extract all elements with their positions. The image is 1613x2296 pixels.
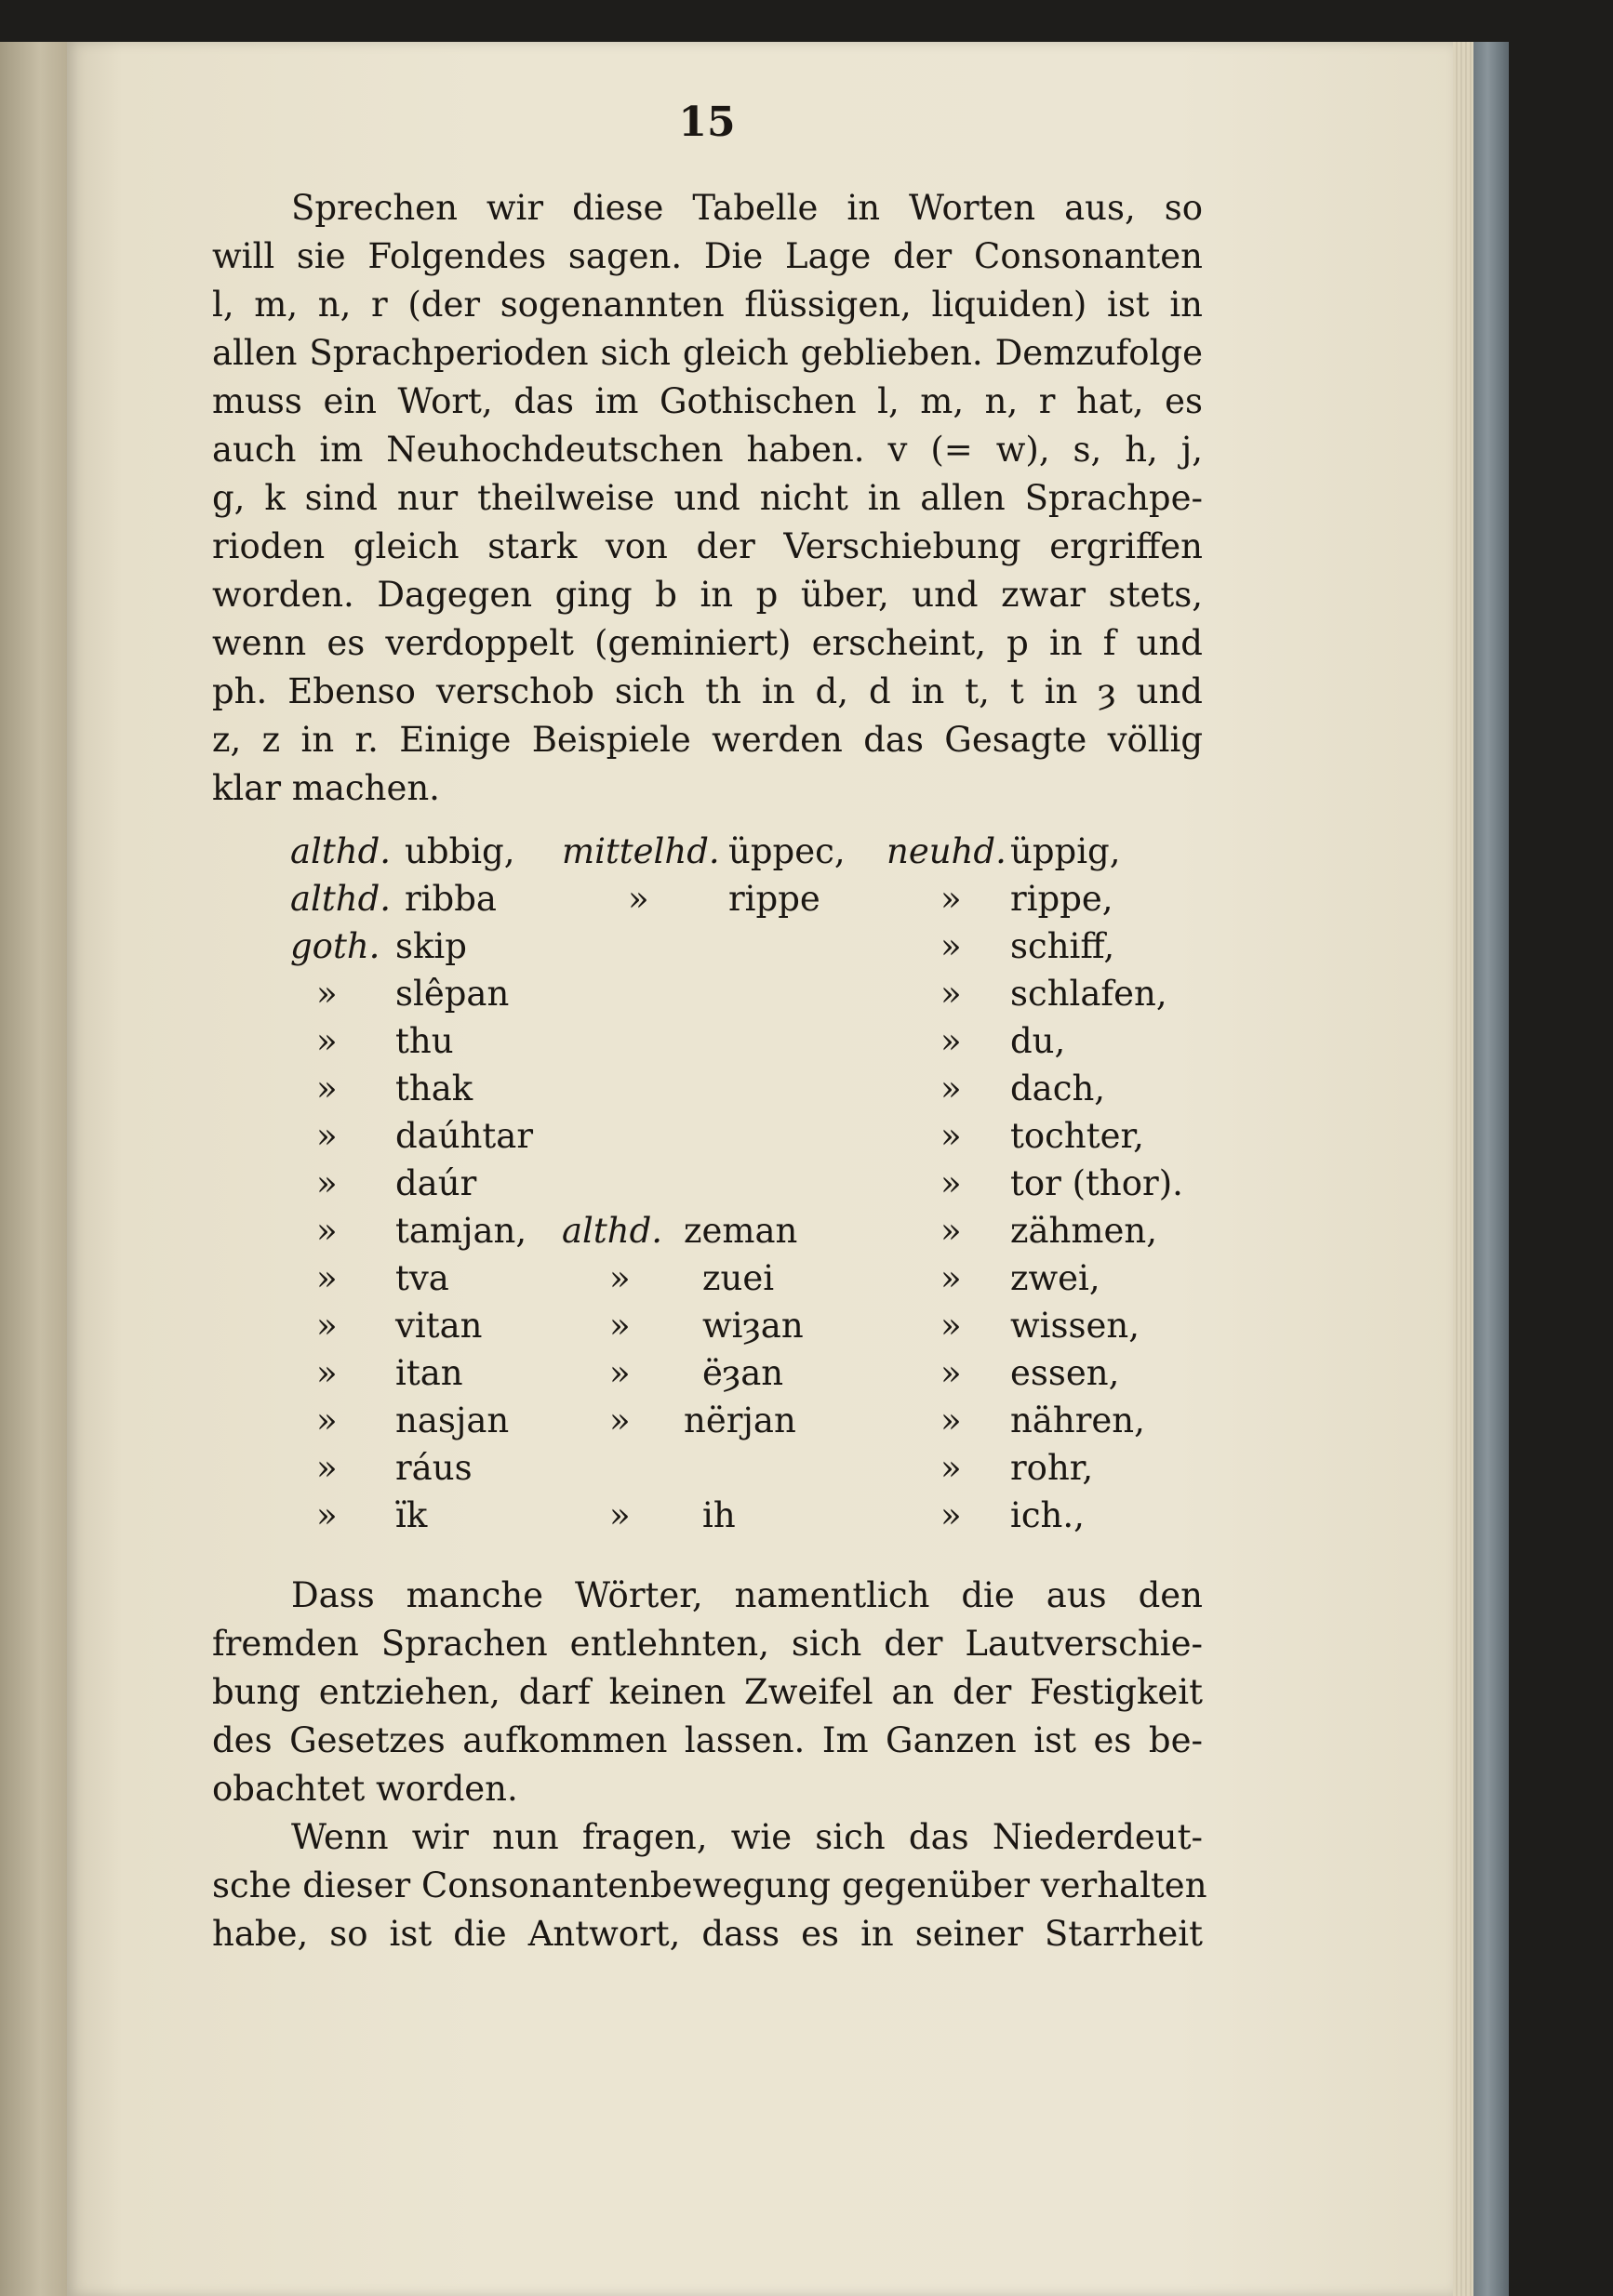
- ditto-mark-1: »: [316, 1258, 338, 1298]
- word-1: thak: [395, 1068, 473, 1108]
- ditto-mark-1: »: [316, 1116, 338, 1156]
- word-2: nërjan: [684, 1400, 796, 1440]
- word-3: tochter,: [1010, 1116, 1144, 1156]
- text-line: rioden gleich stark von der Verschiebung ergriffen: [212, 526, 1203, 566]
- ditto-mark-2: »: [609, 1258, 631, 1298]
- text-line: z, z in r. Einige Beispiele werden das Gesagte völlig: [212, 720, 1203, 760]
- word-2: zuei: [702, 1258, 775, 1298]
- text-line: muss ein Wort, das im Gothischen l, m, n, r hat, es: [212, 381, 1203, 421]
- table-row: [212, 1021, 1217, 1068]
- word-3: rohr,: [1010, 1448, 1094, 1488]
- text-line: g, k sind nur theilweise und nicht in allen Sprachpe-: [212, 478, 1203, 518]
- word-3: üppig,: [1010, 831, 1121, 871]
- ditto-mark-1: »: [316, 1068, 338, 1108]
- word-1: tva: [395, 1258, 449, 1298]
- text-line: allen Sprachperioden sich gleich geblieben. Demzufolge: [212, 333, 1203, 373]
- table-row: [212, 1258, 1217, 1305]
- text-line: l, m, n, r (der sogenannten flüssigen, liquiden) ist in: [212, 285, 1203, 325]
- paragraph-2: [212, 1572, 1203, 1813]
- ditto-mark-1: »: [316, 1353, 338, 1393]
- ditto-mark-1: »: [316, 1400, 338, 1440]
- ditto-mark-2: »: [628, 879, 649, 919]
- word-2: üppec,: [728, 831, 846, 871]
- page-number: 15: [678, 99, 736, 146]
- ditto-mark-3: »: [940, 879, 962, 919]
- ditto-mark-1: »: [316, 1163, 338, 1203]
- table-row: [212, 879, 1217, 925]
- ditto-mark-3: »: [940, 1211, 962, 1251]
- paragraph-1: [212, 184, 1203, 813]
- table-row: [212, 1068, 1217, 1115]
- word-1: slêpan: [395, 974, 510, 1014]
- ditto-mark-3: »: [940, 926, 962, 966]
- ditto-mark-1: »: [316, 1306, 338, 1346]
- word-1: ubbig,: [405, 831, 515, 871]
- ditto-mark-3: »: [940, 1021, 962, 1061]
- ditto-mark-2: »: [609, 1306, 631, 1346]
- word-2: ih: [702, 1495, 736, 1535]
- table-row: [212, 1353, 1217, 1400]
- ditto-mark-3: »: [940, 1116, 962, 1156]
- ditto-mark-3: »: [940, 1258, 962, 1298]
- text-line: klar machen.: [212, 768, 440, 808]
- word-2: wiȝan: [702, 1306, 804, 1346]
- table-row: [212, 1306, 1217, 1352]
- text-line: habe, so ist die Antwort, dass es in seiner Starrheit: [212, 1914, 1203, 1954]
- table-row: [212, 831, 1217, 878]
- lang-label-3: neuhd.: [886, 831, 1006, 871]
- ditto-mark-3: »: [940, 974, 962, 1014]
- word-3: wissen,: [1010, 1306, 1140, 1346]
- paragraph-3: [212, 1813, 1207, 1958]
- lang-label-1: althd.: [290, 879, 392, 919]
- word-3: rippe,: [1010, 879, 1113, 919]
- word-3: essen,: [1010, 1353, 1120, 1393]
- word-2: rippe: [728, 879, 820, 919]
- text-line: wenn es verdoppelt (geminiert) erscheint, p in f und: [212, 623, 1203, 663]
- word-1: skip: [395, 926, 467, 966]
- text-line: obachtet worden.: [212, 1769, 518, 1809]
- ditto-mark-1: »: [316, 1211, 338, 1251]
- word-1: ïk: [395, 1495, 428, 1535]
- table-row: [212, 1211, 1217, 1257]
- word-1: nasjan: [395, 1400, 510, 1440]
- ditto-mark-1: »: [316, 1495, 338, 1535]
- table-row: [212, 1400, 1217, 1447]
- table-row: [212, 1495, 1217, 1542]
- text-line: will sie Folgendes sagen. Die Lage der Consonanten: [212, 236, 1203, 276]
- word-1: tamjan,: [395, 1211, 527, 1251]
- ditto-mark-1: »: [316, 1021, 338, 1061]
- text-line: auch im Neuhochdeutschen haben. v (= w), s, h, j,: [212, 430, 1203, 470]
- ditto-mark-3: »: [940, 1163, 962, 1203]
- word-3: dach,: [1010, 1068, 1106, 1108]
- lang-label-1: goth.: [290, 926, 380, 966]
- ditto-mark-1: »: [316, 1448, 338, 1488]
- lang-label-2: mittelhd.: [562, 831, 720, 871]
- word-3: nähren,: [1010, 1400, 1145, 1440]
- table-row: [212, 1163, 1217, 1210]
- lang-label-2: althd.: [562, 1211, 663, 1251]
- ditto-mark-2: »: [609, 1353, 631, 1393]
- ditto-mark-3: »: [940, 1448, 962, 1488]
- word-1: thu: [395, 1021, 454, 1061]
- word-1: vitan: [395, 1306, 483, 1346]
- text-line: Wenn wir nun fragen, wie sich das Niederdeut-: [291, 1817, 1203, 1857]
- ditto-mark-3: »: [940, 1495, 962, 1535]
- word-3: tor (thor).: [1010, 1163, 1183, 1203]
- ditto-mark-3: »: [940, 1400, 962, 1440]
- ditto-mark-2: »: [609, 1400, 631, 1440]
- word-1: ráus: [395, 1448, 473, 1488]
- word-3: ich.,: [1010, 1495, 1085, 1535]
- word-3: zwei,: [1010, 1258, 1100, 1298]
- word-2: ëȝan: [702, 1353, 784, 1393]
- text-line: des Gesetzes aufkommen lassen. Im Ganzen ist es be-: [212, 1720, 1203, 1760]
- word-1: daúr: [395, 1163, 477, 1203]
- word-1: itan: [395, 1353, 463, 1393]
- word-3: zähmen,: [1010, 1211, 1157, 1251]
- text-line: Sprechen wir diese Tabelle in Worten aus, so: [291, 188, 1203, 228]
- ditto-mark-3: »: [940, 1068, 962, 1108]
- word-3: schiff,: [1010, 926, 1115, 966]
- text-line: ph. Ebenso verschob sich th in d, d in t, t in ȝ und: [212, 671, 1203, 711]
- lang-label-1: althd.: [290, 831, 392, 871]
- word-1: ribba: [405, 879, 497, 919]
- text-line: Dass manche Wörter, namentlich die aus den: [291, 1575, 1203, 1615]
- word-1: daúhtar: [395, 1116, 534, 1156]
- ditto-mark-2: »: [609, 1495, 631, 1535]
- table-row: [212, 974, 1217, 1020]
- text-line: worden. Dagegen ging b in p über, und zwar stets,: [212, 575, 1203, 615]
- table-row: [212, 1116, 1217, 1162]
- table-row: [212, 1448, 1217, 1494]
- text-line: sche dieser Consonantenbewegung gegenüber verhalten: [212, 1865, 1207, 1905]
- ditto-mark-3: »: [940, 1353, 962, 1393]
- ditto-mark-3: »: [940, 1306, 962, 1346]
- word-3: du,: [1010, 1021, 1066, 1061]
- word-3: schlafen,: [1010, 974, 1167, 1014]
- table-row: [212, 926, 1217, 973]
- text-line: bung entziehen, darf keinen Zweifel an der Festigkeit: [212, 1672, 1203, 1712]
- text-line: fremden Sprachen entlehnten, sich der Lautverschie-: [212, 1624, 1203, 1664]
- word-2: zeman: [684, 1211, 798, 1251]
- ditto-mark-1: »: [316, 974, 338, 1014]
